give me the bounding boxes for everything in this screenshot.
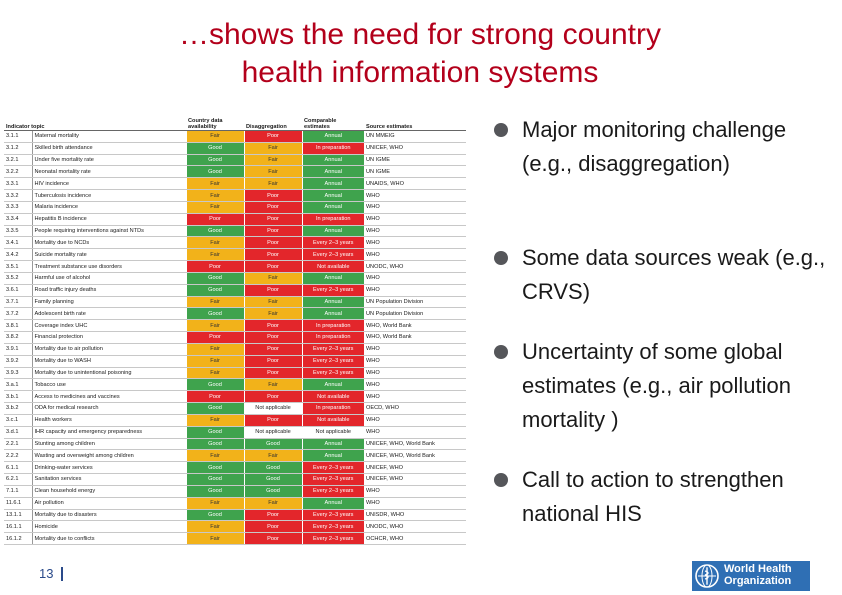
bullet-dot-icon — [494, 123, 508, 137]
cell-comparable: Annual — [302, 178, 364, 190]
cell-source: UN MMEIG — [364, 131, 466, 143]
cell-topic: Mortality due to air pollution — [32, 343, 186, 355]
cell-topic: ODA for medical research — [32, 403, 186, 415]
cell-source: WHO — [364, 225, 466, 237]
cell-source: UNISDR, WHO — [364, 509, 466, 521]
cell-source: UN IGME — [364, 166, 466, 178]
cell-availability: Good — [186, 379, 244, 391]
cell-disaggregation: Poor — [244, 249, 302, 261]
cell-code: 16.1.2 — [4, 533, 32, 545]
table-row — [4, 485, 466, 497]
cell-topic: Under five mortality rate — [32, 154, 186, 166]
table-row — [4, 426, 466, 438]
cell-code: 3.3.4 — [4, 213, 32, 225]
cell-comparable: Not available — [302, 391, 364, 403]
cell-availability: Good — [186, 154, 244, 166]
table-row — [4, 509, 466, 521]
cell-comparable: Annual — [302, 450, 364, 462]
cell-comparable: Annual — [302, 497, 364, 509]
cell-source: WHO — [364, 272, 466, 284]
cell-topic: Family planning — [32, 296, 186, 308]
cell-disaggregation: Fair — [244, 450, 302, 462]
cell-topic: Wasting and overweight among children — [32, 450, 186, 462]
table-row — [4, 521, 466, 533]
cell-code: 3.9.1 — [4, 343, 32, 355]
cell-disaggregation: Poor — [244, 332, 302, 344]
bullet-item — [490, 241, 830, 335]
cell-topic: Mortality due to WASH — [32, 355, 186, 367]
cell-code: 3.3.3 — [4, 201, 32, 213]
cell-availability: Fair — [186, 320, 244, 332]
cell-source: WHO — [364, 343, 466, 355]
page-number-divider — [61, 567, 63, 581]
cell-disaggregation: Poor — [244, 213, 302, 225]
cell-source: WHO — [364, 213, 466, 225]
cell-code: 7.1.1 — [4, 485, 32, 497]
cell-topic: People requiring interventions against NTDs — [32, 225, 186, 237]
cell-comparable: Annual — [302, 296, 364, 308]
cell-availability: Good — [186, 166, 244, 178]
cell-topic: Mortality due to NCDs — [32, 237, 186, 249]
cell-code: 3.2.1 — [4, 154, 32, 166]
cell-source: WHO — [364, 249, 466, 261]
cell-availability: Fair — [186, 533, 244, 545]
cell-code: 3.c.1 — [4, 414, 32, 426]
cell-comparable: Every 2–3 years — [302, 485, 364, 497]
table-row — [4, 332, 466, 344]
cell-source: UNAIDS, WHO — [364, 178, 466, 190]
cell-topic: Stunting among children — [32, 438, 186, 450]
cell-availability: Fair — [186, 237, 244, 249]
cell-code: 3.7.1 — [4, 296, 32, 308]
cell-disaggregation: Not applicable — [244, 426, 302, 438]
table-row — [4, 213, 466, 225]
table-row — [4, 225, 466, 237]
cell-comparable: Every 2–3 years — [302, 533, 364, 545]
cell-source: UNODC, WHO — [364, 521, 466, 533]
cell-source: UN IGME — [364, 154, 466, 166]
logo-line-1: World Health — [724, 563, 792, 575]
cell-availability: Fair — [186, 521, 244, 533]
table-row — [4, 308, 466, 320]
cell-disaggregation: Fair — [244, 296, 302, 308]
cell-disaggregation: Poor — [244, 355, 302, 367]
cell-comparable: Every 2–3 years — [302, 237, 364, 249]
cell-topic: Drinking-water services — [32, 462, 186, 474]
bullet-list — [490, 113, 830, 531]
cell-topic: Suicide mortality rate — [32, 249, 186, 261]
cell-availability: Fair — [186, 355, 244, 367]
bullet-dot-icon — [494, 251, 508, 265]
cell-topic: Mortality due to disasters — [32, 509, 186, 521]
table-row — [4, 131, 466, 143]
cell-topic: Health workers — [32, 414, 186, 426]
table-row — [4, 391, 466, 403]
cell-availability: Good — [186, 272, 244, 284]
cell-comparable: Annual — [302, 379, 364, 391]
cell-availability: Good — [186, 438, 244, 450]
cell-availability: Good — [186, 462, 244, 474]
cell-availability: Fair — [186, 497, 244, 509]
table-row — [4, 533, 466, 545]
cell-disaggregation: Poor — [244, 190, 302, 202]
table-body — [4, 131, 466, 545]
cell-source: UNICEF, WHO — [364, 462, 466, 474]
logo-line-2: Organization — [724, 575, 792, 587]
bullet-text: Some data sources weak (e.g., CRVS) — [522, 245, 826, 304]
cell-availability: Poor — [186, 332, 244, 344]
cell-comparable: Annual — [302, 190, 364, 202]
header-source: Source estimates — [364, 104, 466, 131]
cell-disaggregation: Fair — [244, 166, 302, 178]
cell-comparable: Annual — [302, 225, 364, 237]
cell-source: WHO — [364, 367, 466, 379]
cell-comparable: Annual — [302, 438, 364, 450]
cell-topic: Clean household energy — [32, 485, 186, 497]
cell-topic: Coverage index UHC — [32, 320, 186, 332]
cell-disaggregation: Poor — [244, 201, 302, 213]
cell-code: 3.1.2 — [4, 142, 32, 154]
bullet-dot-icon — [494, 345, 508, 359]
title-line-1: …shows the need for strong country — [179, 18, 661, 51]
cell-availability: Fair — [186, 190, 244, 202]
table-row — [4, 284, 466, 296]
cell-code: 2.2.1 — [4, 438, 32, 450]
cell-availability: Good — [186, 485, 244, 497]
cell-availability: Fair — [186, 343, 244, 355]
table-row — [4, 166, 466, 178]
cell-comparable: Every 2–3 years — [302, 284, 364, 296]
cell-disaggregation: Poor — [244, 320, 302, 332]
cell-source: WHO — [364, 237, 466, 249]
cell-source: WHO — [364, 284, 466, 296]
bullet-item — [490, 113, 830, 241]
cell-code: 3.5.2 — [4, 272, 32, 284]
cell-source: UNICEF, WHO, World Bank — [364, 450, 466, 462]
cell-comparable: Annual — [302, 166, 364, 178]
cell-disaggregation: Poor — [244, 367, 302, 379]
cell-topic: Financial protection — [32, 332, 186, 344]
cell-code: 3.9.2 — [4, 355, 32, 367]
cell-disaggregation: Poor — [244, 521, 302, 533]
cell-source: WHO — [364, 414, 466, 426]
cell-topic: Adolescent birth rate — [32, 308, 186, 320]
cell-topic: Mortality due to conflicts — [32, 533, 186, 545]
cell-code: 6.1.1 — [4, 462, 32, 474]
cell-source: UNODC, WHO — [364, 261, 466, 273]
cell-disaggregation: Poor — [244, 131, 302, 143]
cell-comparable: Annual — [302, 308, 364, 320]
bullet-item — [490, 463, 830, 531]
table-row — [4, 190, 466, 202]
cell-topic: Road traffic injury deaths — [32, 284, 186, 296]
table-row — [4, 320, 466, 332]
cell-disaggregation: Not applicable — [244, 403, 302, 415]
table-row — [4, 237, 466, 249]
cell-availability: Fair — [186, 414, 244, 426]
header-comparable: Comparable estimates — [302, 104, 364, 131]
cell-source: UNICEF, WHO — [364, 474, 466, 486]
cell-topic: HIV incidence — [32, 178, 186, 190]
cell-disaggregation: Poor — [244, 261, 302, 273]
cell-availability: Good — [186, 403, 244, 415]
cell-comparable: Annual — [302, 131, 364, 143]
header-disaggregation: Disaggregation — [244, 104, 302, 131]
table-row — [4, 142, 466, 154]
table-row — [4, 272, 466, 284]
cell-disaggregation: Fair — [244, 308, 302, 320]
cell-topic: Air pollution — [32, 497, 186, 509]
cell-availability: Fair — [186, 178, 244, 190]
cell-disaggregation: Poor — [244, 284, 302, 296]
table-row — [4, 355, 466, 367]
table-row — [4, 343, 466, 355]
table-row — [4, 403, 466, 415]
cell-code: 2.2.2 — [4, 450, 32, 462]
who-emblem-icon — [694, 563, 720, 589]
bullet-text: Major monitoring challenge (e.g., disaggregation) — [522, 117, 787, 176]
cell-code: 3.8.1 — [4, 320, 32, 332]
cell-disaggregation: Good — [244, 485, 302, 497]
who-logo — [692, 561, 810, 591]
cell-source: WHO — [364, 426, 466, 438]
cell-topic: Tobacco use — [32, 379, 186, 391]
cell-code: 3.5.1 — [4, 261, 32, 273]
bullet-text: Call to action to strengthen national HIS — [522, 467, 784, 526]
header-indicator: Indicator topic — [4, 104, 186, 131]
cell-disaggregation: Poor — [244, 343, 302, 355]
table-row — [4, 497, 466, 509]
table-row — [4, 296, 466, 308]
cell-source: WHO — [364, 391, 466, 403]
cell-comparable: Every 2–3 years — [302, 343, 364, 355]
cell-availability: Fair — [186, 201, 244, 213]
table-row — [4, 178, 466, 190]
cell-code: 6.2.1 — [4, 474, 32, 486]
cell-disaggregation: Good — [244, 474, 302, 486]
cell-topic: Mortality due to unintentional poisoning — [32, 367, 186, 379]
table-row — [4, 474, 466, 486]
cell-comparable: In preparation — [302, 213, 364, 225]
cell-availability: Fair — [186, 450, 244, 462]
page-title — [60, 16, 780, 92]
cell-availability: Good — [186, 142, 244, 154]
cell-disaggregation: Good — [244, 438, 302, 450]
cell-disaggregation: Poor — [244, 391, 302, 403]
cell-topic: Treatment substance use disorders — [32, 261, 186, 273]
page-number: 13 — [39, 566, 54, 581]
cell-comparable: Every 2–3 years — [302, 249, 364, 261]
cell-availability: Good — [186, 426, 244, 438]
cell-topic: Malaria incidence — [32, 201, 186, 213]
table-header-row — [4, 104, 466, 131]
header-availability: Country data availability — [186, 104, 244, 131]
cell-source: UNICEF, WHO — [364, 142, 466, 154]
cell-topic: Neonatal mortality rate — [32, 166, 186, 178]
cell-availability: Poor — [186, 213, 244, 225]
cell-code: 3.2.2 — [4, 166, 32, 178]
cell-code: 3.b.1 — [4, 391, 32, 403]
cell-disaggregation: Fair — [244, 142, 302, 154]
cell-code: 3.d.1 — [4, 426, 32, 438]
cell-source: WHO — [364, 485, 466, 497]
bullet-dot-icon — [494, 473, 508, 487]
cell-comparable: In preparation — [302, 142, 364, 154]
cell-source: WHO — [364, 355, 466, 367]
cell-code: 3.1.1 — [4, 131, 32, 143]
cell-comparable: Annual — [302, 201, 364, 213]
cell-topic: Homicide — [32, 521, 186, 533]
cell-source: WHO — [364, 190, 466, 202]
cell-topic: IHR capacity and emergency preparedness — [32, 426, 186, 438]
cell-topic: Harmful use of alcohol — [32, 272, 186, 284]
cell-availability: Good — [186, 509, 244, 521]
cell-code: 16.1.1 — [4, 521, 32, 533]
cell-source: OECD, WHO — [364, 403, 466, 415]
cell-code: 3.6.1 — [4, 284, 32, 296]
table-row — [4, 438, 466, 450]
cell-comparable: Every 2–3 years — [302, 474, 364, 486]
indicator-table — [4, 104, 466, 545]
cell-disaggregation: Poor — [244, 509, 302, 521]
cell-comparable: Every 2–3 years — [302, 462, 364, 474]
cell-disaggregation: Poor — [244, 414, 302, 426]
cell-availability: Good — [186, 284, 244, 296]
table-row — [4, 201, 466, 213]
cell-availability: Poor — [186, 261, 244, 273]
cell-source: OCHCR, WHO — [364, 533, 466, 545]
table-row — [4, 261, 466, 273]
cell-availability: Fair — [186, 131, 244, 143]
cell-disaggregation: Fair — [244, 178, 302, 190]
cell-comparable: Every 2–3 years — [302, 367, 364, 379]
cell-code: 3.3.2 — [4, 190, 32, 202]
cell-availability: Fair — [186, 296, 244, 308]
cell-availability: Fair — [186, 367, 244, 379]
cell-source: WHO, World Bank — [364, 320, 466, 332]
cell-comparable: In preparation — [302, 403, 364, 415]
cell-source: WHO — [364, 497, 466, 509]
cell-availability: Good — [186, 474, 244, 486]
cell-code: 11.6.1 — [4, 497, 32, 509]
bullet-item — [490, 335, 830, 463]
indicator-table-image — [4, 104, 466, 542]
cell-code: 3.3.5 — [4, 225, 32, 237]
cell-availability: Good — [186, 225, 244, 237]
cell-source: UN Population Division — [364, 308, 466, 320]
cell-source: UNICEF, WHO, World Bank — [364, 438, 466, 450]
cell-comparable: Not available — [302, 414, 364, 426]
cell-disaggregation: Fair — [244, 272, 302, 284]
cell-disaggregation: Fair — [244, 497, 302, 509]
cell-topic: Hepatitis B incidence — [32, 213, 186, 225]
table-row — [4, 249, 466, 261]
cell-availability: Good — [186, 308, 244, 320]
cell-code: 3.9.3 — [4, 367, 32, 379]
cell-disaggregation: Fair — [244, 154, 302, 166]
cell-disaggregation: Good — [244, 462, 302, 474]
cell-availability: Fair — [186, 249, 244, 261]
bullet-text: Uncertainty of some global estimates (e.g., air pollution mortality ) — [522, 339, 792, 432]
cell-comparable: Annual — [302, 154, 364, 166]
title-line-2: health information systems — [241, 56, 599, 89]
cell-disaggregation: Fair — [244, 379, 302, 391]
cell-comparable: Not applicable — [302, 426, 364, 438]
cell-disaggregation: Poor — [244, 237, 302, 249]
cell-comparable: Every 2–3 years — [302, 521, 364, 533]
cell-topic: Skilled birth attendance — [32, 142, 186, 154]
table-row — [4, 414, 466, 426]
cell-code: 13.1.1 — [4, 509, 32, 521]
cell-disaggregation: Poor — [244, 533, 302, 545]
cell-source: WHO — [364, 201, 466, 213]
cell-comparable: In preparation — [302, 320, 364, 332]
cell-code: 3.a.1 — [4, 379, 32, 391]
cell-comparable: Not available — [302, 261, 364, 273]
table-row — [4, 154, 466, 166]
cell-topic: Tuberculosis incidence — [32, 190, 186, 202]
cell-topic: Sanitation services — [32, 474, 186, 486]
table-row — [4, 379, 466, 391]
table-row — [4, 367, 466, 379]
cell-comparable: Annual — [302, 272, 364, 284]
cell-comparable: Every 2–3 years — [302, 509, 364, 521]
cell-topic: Maternal mortality — [32, 131, 186, 143]
cell-source: UN Population Division — [364, 296, 466, 308]
cell-code: 3.4.2 — [4, 249, 32, 261]
table-row — [4, 450, 466, 462]
cell-code: 3.b.2 — [4, 403, 32, 415]
cell-code: 3.3.1 — [4, 178, 32, 190]
cell-disaggregation: Poor — [244, 225, 302, 237]
who-logo-text — [724, 563, 792, 587]
cell-availability: Poor — [186, 391, 244, 403]
cell-comparable: Every 2–3 years — [302, 355, 364, 367]
cell-code: 3.8.2 — [4, 332, 32, 344]
cell-source: WHO, World Bank — [364, 332, 466, 344]
cell-code: 3.4.1 — [4, 237, 32, 249]
cell-source: WHO — [364, 379, 466, 391]
cell-code: 3.7.2 — [4, 308, 32, 320]
table-row — [4, 462, 466, 474]
cell-topic: Access to medicines and vaccines — [32, 391, 186, 403]
cell-comparable: In preparation — [302, 332, 364, 344]
